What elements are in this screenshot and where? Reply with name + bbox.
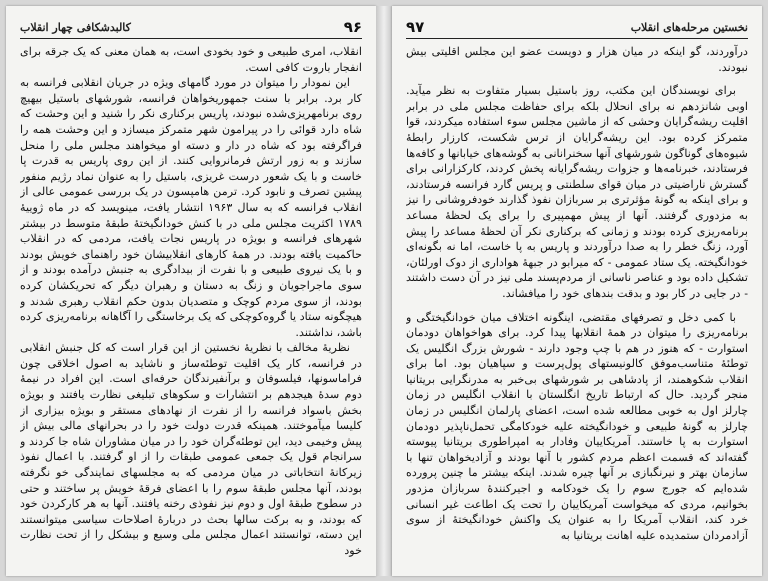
paragraph: برای نویسندگان این مکتب، روز باستیل بسیار متفاوت به نظر میآید. اوبی شانزدهم نه برای انحلال بلکه برای حفاظت مجلس ملی در برابر اقلیت ریشه‌گرایان وحشی که از ماشین مجلس سوء استفاده میکردند، قوا متمرکز کرده بود. این ریشه‌گرایان از ترس شکست، کارزار رابطهٔ شیوه‌های گوناگون شورشهای آنها سخنرانانی به گوشه‌های خیابانها و کافه‌ها فرستادند، خبرنامه‌ها و جزوات ریشه‌گرایانه پخش کردند، کارکزارانی برای گسترش ناراضیتی در میان قوای سلطنتی و پریس گارد فرانسه فرستادند، و برای اینکه به گونهٔ مؤثرتری بر سربازان نفوذ گذارند خودفروشانی را نیز به مزدوری گرفتند. آنها از پیش مهمپیری را برای یک لحظهٔ مساعد برنامه‌ریزی کرده بودند و زمانی که برکناری نکر آن لحظهٔ مساعد را پیش آورد، زنگ خطر را به صدا درآوردند و پاریس به پا خاست، اما نه بگونه‌ای خودانگیخته. یک ستاد عمومی - که میرابو در جبههٔ هواداری از دوک اورلئان، تشکیل داده بود و عناصر ناسانی از مردم‌پسند ملی نیز در آن دست داشتند - در جایی در کار بود و بدقت بندهای خود را میافشاند. [406,84,748,300]
paragraph: این نمودار را میتوان در مورد گامهای ویژه در جریان انقلابی فرانسه به کار برد. برابر با سنت جمهوریخواهان فرانسه، شورشهای باستیل بیهیچ روی برنامهریزی‌شده نبودند، پاریس برکناری نکر را شنید و این وحشت که شاه دارد قوائی را در پیرامون شهر متمرکز میسازد و این وحشت همه را فراگرفته بود که شاه در دار و دسته او میخواهند مجلس ملی را منحل سازند و به زور ارتش فرمانروایی کنند. از این روی پاریس به قدرت پا خاست و با یک شعور درست غریزی، باستیل را به عنوان نماد رژیم منفور پیشین تصرف و نابود کرد. ترمن هامپسون در یک بررسی عمومی عالی از انقلاب فرانسه که به سال ۱۹۶۳ انتشار یافت، مینویسد که در ماه ژوییهٔ ۱۷۸۹ اکثریت مجلس ملی در با کنش خودانگیختهٔ طبقهٔ متوسط در بیشتر شهرهای فرانسه و بویژه در پاریس نجات یافت، مردمی که در انقلاب حاکمیت یافته بودند. در همهٔ کارهای انقلابیشان خود راهنمای خویش بودند و با یک نیروی طبیعی و با نفرت از بیدادگری به جنبش درآمده بودند و از سوی ماجراجویان و زنگ به دستان و رهبران دیگر که تحریکشان کرده بودند، از سوی مردم کوچک و متصدیان بدون حکم انقلاب رهبری شدند و هیچگونه ستاد یا گروه‌کوچکی که یک برخاستگی را آگاهانه برنامه‌ریزی کرده باشد، نداشتند. [20,76,362,339]
running-title: کالبدشکافی چهار انقلاب [20,20,131,34]
page-number: ۹۶ [343,18,362,36]
right-page [392,6,762,576]
page-number: ۹۷ [406,18,425,36]
paragraph: نظریهٔ مخالف با نظریهٔ نخستین از این قرار است که کل جنبش انقلابی در فرانسه، کار یک اقلیت توطئه‌ساز و ناشاید به اصول اخلاقی چون فراماسونها، فیلسوفان و برآنفیرندگان حرفه‌ای است. این افراد در نیمهٔ دوم سدهٔ هیجدهم بر انتشارات و سکوهای تبلیغی نظارت یافتند و بویژه بخش باسواد فرانسه را از نفرت از نهادهای مستقر و بویژه بیزاری از کلیسا میآموختند. همینکه قدرت دولت خود را در بحرانهای مالی بیش از پیش وخیمی دید، این توطئه‌گران خود را در میان مشاوران شاه جا کردند و سرانجام قول یک جمعی عمومی طبقات را از او گرفتند. با اعمال نفوذ زیرکانهٔ انتخاباتی در میان مردمی که به مجلسهای نمایندگی خو نگرفته بودند، آنها مجلس طبقهٔ سوم را با اعضای فرقهٔ خویش پر ساختند و حتی در سطوح طبقهٔ اول و دوم نیز نفوذی رخنه یافتند. آنها به هر کارکردن خود که بودند، و به برکت سالها بحث در دربارهٔ اصلاحات سیاسی میتوانستند این دسته، توانستند اعمال مجلس ملی وسیع و بیشکل را از تحت نظارت خود [20,341,362,557]
right-page-header [406,16,748,39]
paragraph: با کمی دخل و تصرفهای مقتضی، اینگونه اختلاف میان خودانگیختگی و برنامه‌ریزی را میتوان در همهٔ انقلابها پیدا کرد. برای هواخواهان دودمان استوارت - که هنوز در هم با چپ وجود دارند - شورش بزرگ انگلیس یک توطئهٔ متناسب‌موفق کالونیستهای پول‌پرست و سپاهیان بود. اما برای انقلاب شکوهمند، از پادشاهی بر شورشهای بی‌خبر به مدرنگرایی بریتانیا منجر گردید. حال که ارتباط تاریخ انگلستان با انقلاب انگلیس در زمان چارلز اول به خوبی مطالعه شده است، اعضای پارلمان انگلیس در زمان چارلز به گونهٔ طبیعی و خودانگیخته علیه خودکامگی تحمل‌ناپذیر دودمان استوارت به پا خاستند. آمریکاییان وفادار به امپراطوری بریتانیا پیوسته گفته‌اند که قسمت اعظم مردم کشور با آنها بودند و آزادیخواهان تنها با سازمان بهتر و نیرنگبازی بر آنها چیره شدند. اینکه بیشتر ما چنین پرورده شده‌ایم که جورج سوم را یک خودکامه و اجیرکنندهٔ سربازان مزدور بخوانیم، مردی که میخواست آمریکاییان را تحت یک اطاعت غیر انسانی خرد کند، انقلاب آمریکا را به عنوان یک واکنش خودانگیختهٔ از سوی آزادمردان ستمدیده علیه اهانت بریتانیا به [406,310,748,542]
left-page-header [20,16,362,39]
left-page [6,6,376,576]
left-page-body [20,44,362,570]
book-gutter [376,6,392,576]
right-page-body [406,44,748,570]
paragraph: درآوردند، گو اینکه در میان هزار و دویست عضو این مجلس اقلیتی بیش نبودند. [406,45,748,74]
paragraph: انقلاب، امری طبیعی و خود بخودی است، به همان معنی که یک جرقه برای انفجار باروت کافی است. [20,45,362,74]
running-title: نخستین مرحله‌های انقلاب [630,20,748,34]
